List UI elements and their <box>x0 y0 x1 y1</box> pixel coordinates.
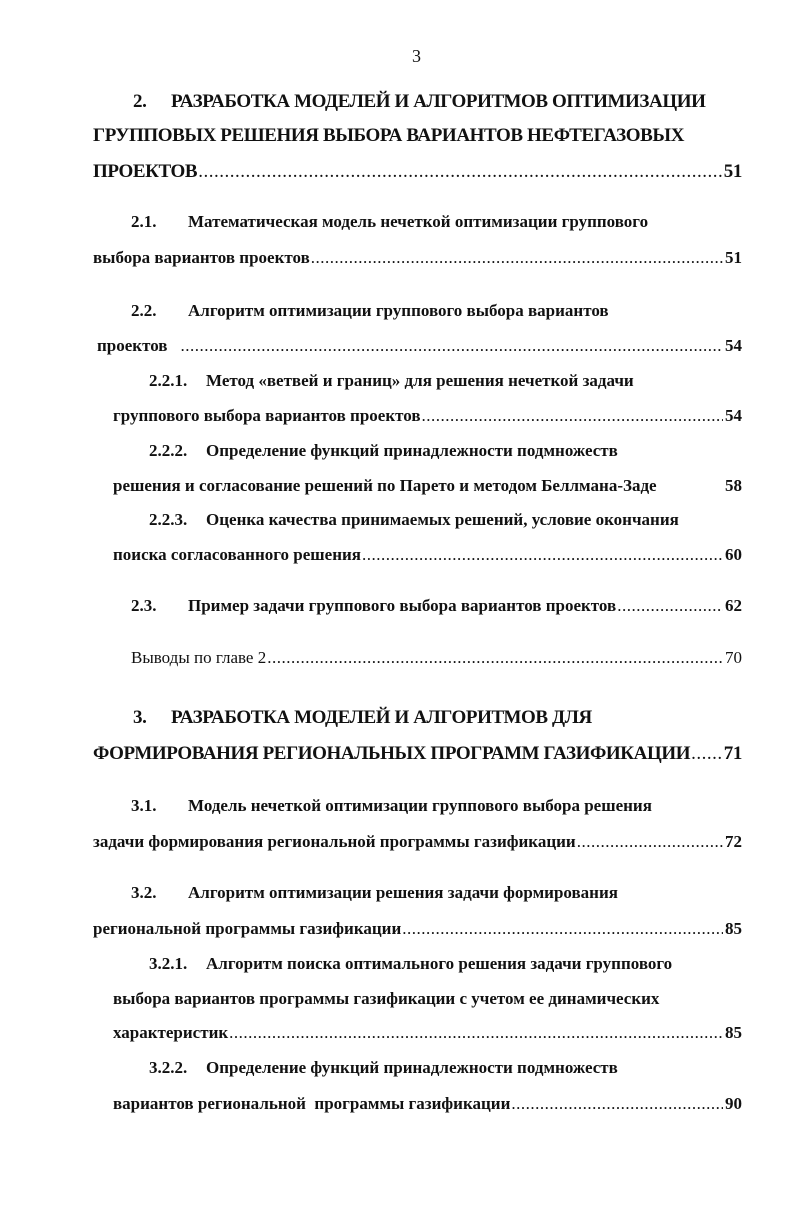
toc-title: группового выбора вариантов проектов <box>113 406 421 425</box>
toc-page: 51 <box>725 248 742 267</box>
toc-number: 3.2.1. <box>149 954 188 973</box>
page-number: 3 <box>412 46 421 66</box>
toc-title: вариантов региональной программы газификации <box>113 1094 511 1113</box>
toc-title: Алгоритм поиска оптимального решения задачи группового <box>206 954 673 973</box>
toc-chapter-3-line1 <box>133 705 592 731</box>
toc-number: 3.1. <box>131 796 157 815</box>
toc-page: 62 <box>725 596 742 615</box>
dot-leader <box>229 1020 723 1046</box>
dot-leader <box>311 245 723 271</box>
toc-number: 2.1. <box>131 212 157 231</box>
toc-section-2-2-3-line2[interactable] <box>113 542 742 568</box>
toc-chapter-2-line1 <box>133 89 705 115</box>
toc-title: Оценка качества принимаемых решений, условие окончания <box>206 510 679 529</box>
toc-page: 85 <box>725 919 742 938</box>
toc-chapter-2-line3[interactable] <box>93 159 742 185</box>
toc-page: 54 <box>725 406 742 425</box>
dot-leader <box>577 829 723 855</box>
toc-page: 70 <box>725 648 742 667</box>
toc-title: Определение функций принадлежности подмножеств <box>206 1058 618 1077</box>
toc-section-3-2-2-line1 <box>149 1055 618 1081</box>
toc-page: 71 <box>723 743 742 764</box>
toc-title: поиска согласованного решения <box>113 545 361 564</box>
toc-title: Метод «ветвей и границ» для решения нечеткой задачи <box>206 371 634 390</box>
toc-page: 72 <box>725 832 742 851</box>
toc-section-2-2-1-line2[interactable] <box>113 403 742 429</box>
toc-title: характеристик <box>113 1023 229 1042</box>
toc-number: 2. <box>133 91 147 112</box>
toc-title: Алгоритм оптимизации группового выбора вариантов <box>188 301 609 320</box>
toc-section-2-2-3-line1 <box>149 507 679 533</box>
toc-section-3-2-1-line1 <box>149 951 672 977</box>
toc-conclusions-chapter-2[interactable] <box>131 645 742 671</box>
dot-leader <box>180 333 723 359</box>
dot-leader <box>422 403 724 429</box>
dot-leader <box>198 159 722 185</box>
toc-title: Определение функций принадлежности подмножеств <box>206 441 618 460</box>
toc-page: 90 <box>725 1094 742 1113</box>
toc-title: Пример задачи группового выбора вариантов проектов <box>188 596 617 615</box>
toc-page: 60 <box>725 545 742 564</box>
toc-title: РАЗРАБОТКА МОДЕЛЕЙ И АЛГОРИТМОВ ОПТИМИЗАЦИИ <box>171 91 706 112</box>
toc-number: 2.2.1. <box>149 371 188 390</box>
toc-section-3-2-line1 <box>131 880 618 906</box>
dot-leader <box>511 1091 723 1117</box>
toc-section-2-2-1-line1 <box>149 368 634 394</box>
toc-title: Математическая модель нечеткой оптимизации группового <box>188 212 649 231</box>
toc-section-3-2-1-line3[interactable] <box>113 1020 742 1046</box>
toc-number: 3.2.2. <box>149 1058 188 1077</box>
toc-title: региональной программы газификации <box>93 919 402 938</box>
toc-title: Модель нечеткой оптимизации группового выбора решения <box>188 796 652 815</box>
toc-title: ПРОЕКТОВ <box>93 161 198 182</box>
toc-title: проектов <box>97 336 168 355</box>
toc-number: 2.2.2. <box>149 441 188 460</box>
dot-leader <box>691 741 722 767</box>
toc-section-3-1-line1 <box>131 793 652 819</box>
toc-page: 58 <box>725 476 742 495</box>
toc-section-3-2-line2[interactable] <box>93 916 742 942</box>
toc-number: 2.2.3. <box>149 510 188 529</box>
dot-leader <box>402 916 723 942</box>
toc-number: 3. <box>133 707 147 728</box>
dot-leader <box>267 645 723 671</box>
toc-title: задачи формирования региональной программы газификации <box>93 832 576 851</box>
dot-leader <box>617 593 723 619</box>
toc-chapter-3-line2[interactable] <box>93 741 742 767</box>
toc-section-2-2-line2[interactable] <box>97 333 742 359</box>
toc-title: выбора вариантов программы газификации с учетом ее динамических <box>113 989 660 1008</box>
toc-section-3-2-2-line2[interactable] <box>113 1091 742 1117</box>
toc-number: 2.3. <box>131 596 157 615</box>
toc-page: 85 <box>725 1023 742 1042</box>
toc-title: ФОРМИРОВАНИЯ РЕГИОНАЛЬНЫХ ПРОГРАММ ГАЗИФИКАЦИИ <box>93 743 691 764</box>
toc-section-3-1-line2[interactable] <box>93 829 742 855</box>
toc-section-2-1-line1 <box>131 209 648 235</box>
toc-title: Выводы по главе 2 <box>131 648 267 667</box>
toc-section-2-1-line2[interactable] <box>93 245 742 271</box>
toc-page: 54 <box>725 336 742 355</box>
toc-section-2-3[interactable] <box>131 593 742 619</box>
toc-number: 3.2. <box>131 883 157 902</box>
toc-number: 2.2. <box>131 301 157 320</box>
toc-page: 51 <box>723 161 742 182</box>
toc-section-2-2-2-line2[interactable] <box>113 473 742 499</box>
toc-section-3-2-1-line2 <box>113 986 659 1012</box>
toc-title: Алгоритм оптимизации решения задачи формирования <box>188 883 618 902</box>
toc-title: решения и согласование решений по Парето и методом Беллмана-Заде <box>113 476 657 495</box>
toc-section-2-2-line1 <box>131 298 609 324</box>
toc-title: РАЗРАБОТКА МОДЕЛЕЙ И АЛГОРИТМОВ ДЛЯ <box>171 707 592 728</box>
toc-title: выбора вариантов проектов <box>93 248 310 267</box>
toc-chapter-2-line2 <box>93 123 684 149</box>
toc-title: ГРУППОВЫХ РЕШЕНИЯ ВЫБОРА ВАРИАНТОВ НЕФТЕГАЗОВЫХ <box>93 125 685 146</box>
toc-section-2-2-2-line1 <box>149 438 618 464</box>
dot-leader <box>362 542 723 568</box>
